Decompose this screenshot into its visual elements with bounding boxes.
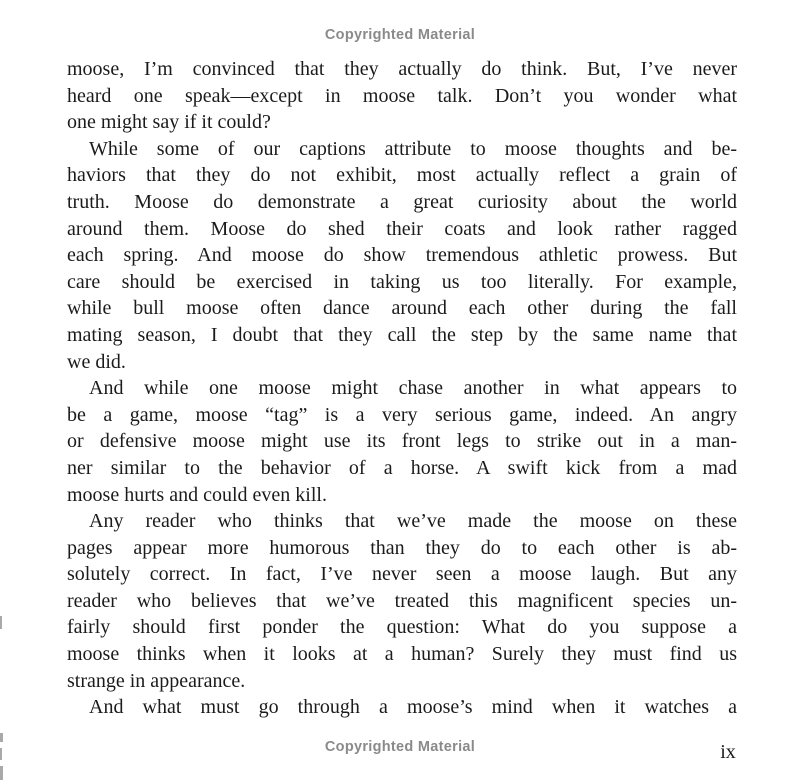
scan-artifact	[0, 733, 3, 742]
copyright-notice-bottom: Copyrighted Material	[324, 739, 476, 755]
text-line: we did.	[67, 350, 126, 373]
text-line: around them. Moose do shed their coats and look rather ragged	[67, 217, 737, 240]
text-line: heard one speak—except in moose talk. Don’t you wonder what	[67, 84, 737, 107]
text-line: And while one moose might chase another in what appears to	[89, 377, 737, 400]
scan-artifact	[0, 766, 3, 780]
text-line: fairly should first ponder the question: What do you suppose a	[67, 616, 737, 639]
text-line: reader who believes that we’ve treated this magnificent species un-	[67, 589, 737, 612]
text-line: moose hurts and could even kill.	[67, 483, 327, 506]
text-line: moose thinks when it looks at a human? Surely they must find us	[67, 643, 737, 666]
text-line: care should be exercised in taking us too literally. For example,	[67, 270, 737, 293]
text-line: each spring. And moose do show tremendous athletic prowess. But	[67, 244, 737, 267]
page-body-text	[67, 56, 737, 721]
text-line: And what must go through a moose’s mind when it watches a	[89, 696, 737, 719]
text-line: Any reader who thinks that we’ve made the moose on these	[89, 510, 737, 533]
text-line: while bull moose often dance around each other during the fall	[67, 297, 737, 320]
text-line: solutely correct. In fact, I’ve never seen a moose laugh. But any	[67, 563, 737, 586]
text-line: truth. Moose do demonstrate a great curiosity about the world	[67, 190, 737, 213]
text-line: or defensive moose might use its front legs to strike out in a man-	[67, 430, 737, 453]
page-number: ix	[720, 741, 736, 763]
text-line: moose, I’m convinced that they actually do think. But, I’ve never	[67, 58, 737, 80]
text-line: mating season, I doubt that they call the step by the same name that	[67, 323, 737, 346]
text-line: haviors that they do not exhibit, most actually reflect a grain of	[67, 164, 737, 187]
text-line: one might say if it could?	[67, 111, 271, 134]
text-line: ner similar to the behavior of a horse. A swift kick from a mad	[67, 456, 737, 479]
scan-artifact	[0, 748, 2, 760]
text-line: strange in appearance.	[67, 669, 246, 692]
copyright-notice-top: Copyrighted Material	[324, 27, 476, 43]
text-line: pages appear more humorous than they do to each other is ab-	[67, 536, 737, 559]
text-line: While some of our captions attribute to moose thoughts and be-	[89, 137, 737, 160]
text-line: be a game, moose “tag” is a very serious game, indeed. An angry	[67, 403, 737, 426]
scan-artifact	[0, 616, 2, 629]
